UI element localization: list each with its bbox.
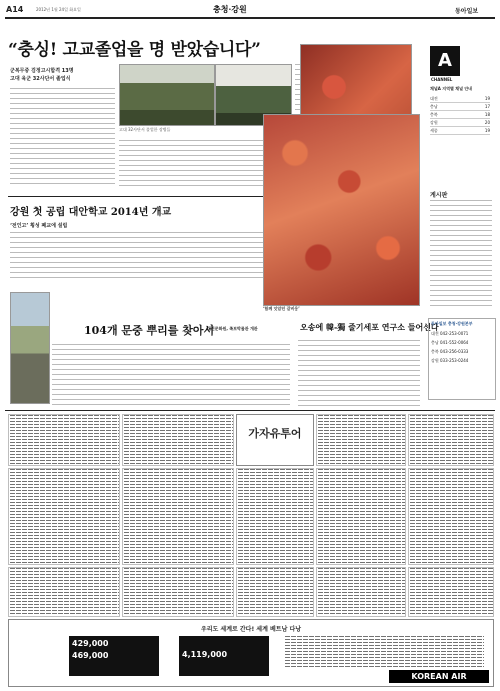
ad-block (8, 414, 120, 466)
contact-row (429, 329, 495, 338)
channel-number: 18 (484, 112, 490, 117)
price-3: 4,119,000 (182, 650, 228, 659)
contact-row (429, 347, 495, 356)
ad-block (122, 567, 234, 617)
lead-photo-left (119, 64, 215, 126)
channel-name: 강원 (430, 120, 438, 125)
contact-label: 충남 (431, 340, 439, 345)
story2-body (10, 232, 290, 282)
ad-block (122, 468, 234, 565)
contact-row (429, 338, 495, 347)
ad-block (408, 468, 494, 565)
travel-ad-details (284, 636, 484, 668)
contact-label: 대전 (431, 331, 439, 336)
ad-block (408, 567, 494, 617)
lead-body (10, 88, 115, 188)
price-2: 469,000 (72, 651, 109, 660)
ad-block (236, 468, 314, 565)
page-number: A14 (6, 5, 24, 14)
korean-air-logo: KOREAN AIR (389, 670, 489, 683)
channel-list (430, 95, 490, 135)
ad-block (122, 414, 234, 466)
ad-banner-text: 가자유투어 (248, 427, 302, 440)
issue-date: 2012년 1월 24일 화요일 (36, 7, 81, 12)
channel-title: 채널A 지역별 채널 안내 (430, 86, 473, 91)
ad-block (316, 567, 406, 617)
lead-headline: “충싱! 고교졸업을 명 받았습니다” (8, 40, 261, 60)
channel-name: 세종 (430, 128, 438, 133)
lead-photo-caption: 고대 32사단서 졸업한 장병들 (119, 127, 171, 132)
travel-ad (8, 619, 494, 687)
contact-phone: 033-253-0244 (440, 358, 469, 363)
price-1: 429,000 (72, 639, 109, 648)
channel-item (430, 103, 490, 111)
ad-block (8, 567, 120, 617)
lead-subhead-2: 고대 육군 32사단서 졸업식 (10, 76, 71, 82)
ad-banner-top (236, 414, 314, 466)
story3-body (52, 344, 290, 406)
ad-block (408, 414, 494, 466)
story4-body (298, 340, 420, 406)
channel-name: 대전 (430, 96, 438, 101)
story4-headline: 오송에 韓-獨 줄기세포 연구소 들어선다 (300, 322, 439, 332)
lead-subhead-1: 군복무중 검정고시합격 13명 (10, 68, 74, 74)
ad-block (316, 414, 406, 466)
feature-photo-main (263, 114, 420, 306)
contact-row (429, 356, 495, 365)
ad-divider (5, 410, 495, 411)
contact-title: 동아일보 충청·강원본부 (431, 321, 473, 326)
channel-label: CHANNEL (431, 77, 453, 82)
contact-phone: 041-552-0064 (440, 340, 469, 345)
story3-kicker: 대전문화원, 족보박물관 개관 (207, 326, 258, 331)
ad-block (236, 567, 314, 617)
notice-body (430, 200, 492, 310)
feature-photo-caption: ‘함께 앗았던 갈비옹’ (263, 306, 300, 311)
masthead-rule (5, 17, 495, 19)
contact-phone: 043-256-0333 (440, 349, 469, 354)
ad-block (316, 468, 406, 565)
story2-headline: 강원 첫 공립 대안학교 2014년 개교 (10, 207, 172, 218)
channel-number: 19 (484, 96, 490, 101)
channel-item (430, 127, 490, 135)
price-box (179, 636, 269, 676)
channel-name: 충남 (430, 104, 438, 109)
section-title: 충청·강원 (213, 4, 247, 14)
story2-rule (8, 196, 290, 197)
channel-number: 20 (484, 120, 490, 125)
brand-logo: 동아일보 (455, 8, 479, 15)
contact-box (428, 318, 496, 400)
contact-label: 강원 (431, 358, 439, 363)
story3-headline: 104개 문중 뿌리를 찾아서 (84, 324, 215, 337)
channel-number: 17 (484, 104, 490, 109)
travel-ad-headline: 우리도 세계로 간다! 세계 베트남 다낭 (200, 626, 302, 633)
street-photo (10, 292, 50, 404)
channel-item (430, 111, 490, 119)
channel-item (430, 119, 490, 127)
channel-logo: A (430, 46, 460, 76)
contact-label: 충북 (431, 349, 439, 354)
channel-item (430, 95, 490, 103)
ad-block (8, 468, 120, 565)
channel-name: 충북 (430, 112, 438, 117)
price-box (69, 636, 159, 676)
story2-subhead: ‘전인고’ 횡성 폐교에 설립 (10, 223, 68, 229)
channel-number: 19 (484, 128, 490, 133)
notice-title: 게시판 (430, 192, 448, 199)
contact-phone: 042-253-0071 (440, 331, 469, 336)
